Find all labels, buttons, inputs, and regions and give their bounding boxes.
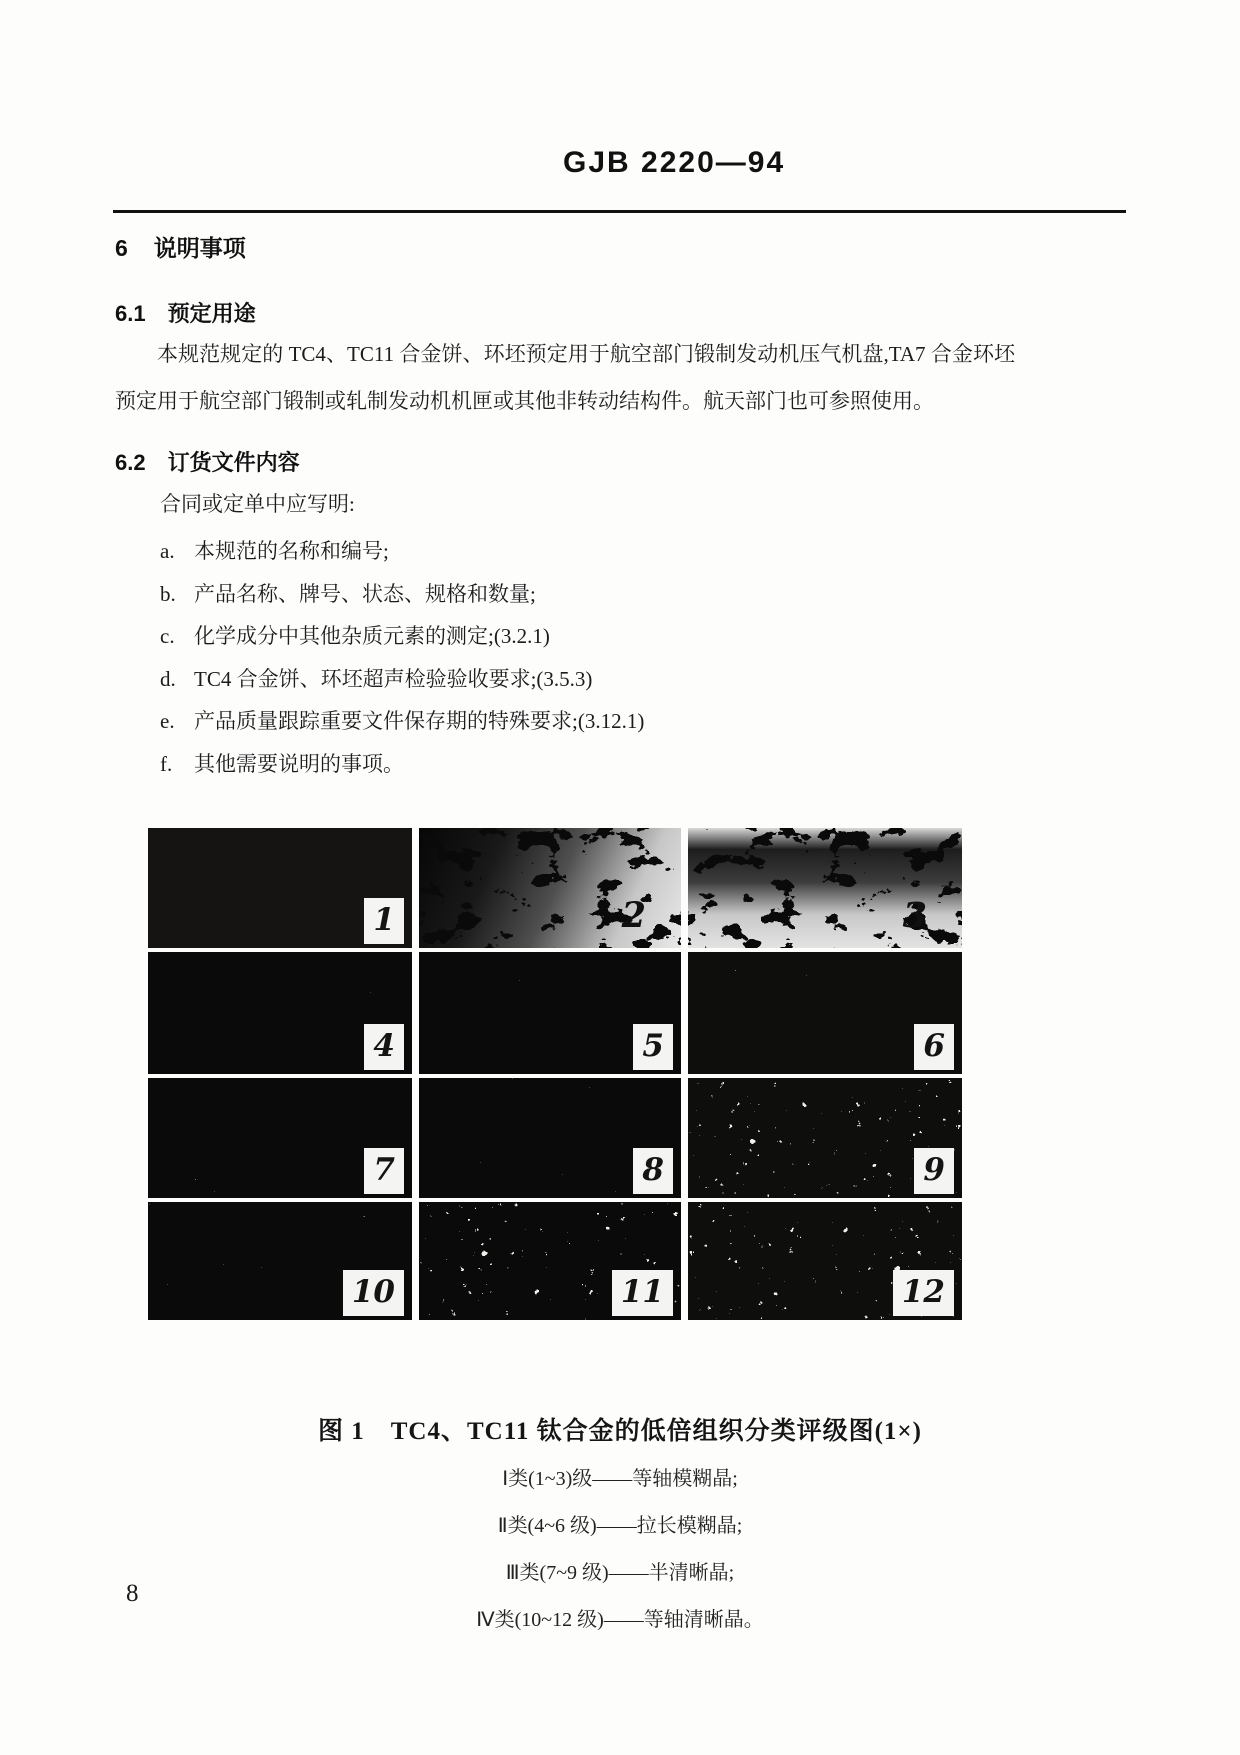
item-label: e. [160, 709, 175, 733]
figure-legend [0, 1456, 1240, 1644]
micrograph-number: 6 [914, 1024, 954, 1070]
section-6-heading [115, 230, 246, 263]
micrograph-number: 5 [633, 1024, 673, 1070]
micrograph-number: 11 [612, 1270, 673, 1316]
micrograph-cell-9 [688, 1078, 962, 1198]
micrograph-number: 3 [902, 895, 927, 936]
item-text: 其他需要说明的事项。 [194, 751, 404, 776]
item-text: TC4 合金饼、环坯超声检验验收要求;(3.5.3) [194, 666, 593, 691]
item-label: f. [160, 751, 173, 776]
page-number: 8 [126, 1580, 139, 1607]
legend-line-4: Ⅳ类(10~12 级)——等轴清晰晶。 [476, 1609, 764, 1631]
section-title: 订货文件内容 [167, 450, 300, 475]
micrograph-cell-10 [148, 1202, 412, 1320]
section-title: 预定用途 [167, 301, 256, 326]
intended-use-paragraph: 本规范规定的 TC4、TC11 合金饼、环坯预定用于航空部门锻制发动机压气机盘,TA7 合金环坯预定用于航空部门锻制或轧制发动机机匣或其他非转动结构件。航天部门也可参照使用。 [115, 342, 1015, 413]
item-label: a. [160, 539, 175, 563]
list-item [160, 615, 920, 658]
micrograph-number: 12 [893, 1270, 954, 1316]
section-6-2-heading [115, 446, 300, 477]
list-item [160, 743, 920, 786]
item-text: 化学成分中其他杂质元素的测定;(3.2.1) [194, 624, 550, 648]
item-text: 产品名称、牌号、状态、规格和数量; [194, 581, 536, 606]
section-number: 6.2 [115, 450, 146, 475]
item-label: d. [160, 666, 176, 691]
section-6-1-heading [115, 297, 256, 328]
micrograph-grid [148, 828, 962, 1320]
micrograph-cell-11 [419, 1202, 681, 1320]
list-item [160, 573, 920, 616]
micrograph-cell-3 [688, 828, 962, 948]
micrograph-number: 1 [364, 898, 404, 944]
micrograph-number: 9 [914, 1148, 954, 1194]
legend-line-3: Ⅲ类(7~9 级)——半清晰晶; [505, 1562, 735, 1584]
list-item [160, 658, 920, 701]
micrograph-cell-1 [148, 828, 412, 948]
micrograph-cell-6 [688, 952, 962, 1074]
micrograph-number: 8 [633, 1148, 673, 1194]
list-item [160, 530, 920, 573]
micrograph-cell-7 [148, 1078, 412, 1198]
header-rule [113, 210, 1126, 213]
item-label: c. [160, 624, 175, 648]
micrograph-cell-12 [688, 1202, 962, 1320]
figure-caption: 图 1 TC4、TC11 钛合金的低倍组织分类评级图(1×) [318, 1418, 922, 1445]
micrograph-number: 7 [364, 1148, 404, 1194]
order-file-intro: 合同或定单中应写明: [160, 492, 355, 516]
micrograph-cell-4 [148, 952, 412, 1074]
section-number: 6 [115, 235, 128, 261]
micrograph-cell-8 [419, 1078, 681, 1198]
micrograph-cell-2 [419, 828, 681, 948]
list-item [160, 700, 920, 743]
micrograph-number: 2 [621, 895, 646, 936]
micrograph-cell-5 [419, 952, 681, 1074]
item-text: 产品质量跟踪重要文件保存期的特殊要求;(3.12.1) [194, 709, 645, 733]
section-title: 说明事项 [153, 235, 246, 261]
standard-number: GJB 2220—94 [563, 146, 786, 179]
order-file-item-list [160, 530, 920, 785]
item-text: 本规范的名称和编号; [194, 539, 389, 563]
micrograph-number: 10 [343, 1270, 404, 1316]
micrograph-number: 4 [364, 1024, 404, 1070]
legend-line-1: Ⅰ类(1~3)级——等轴模糊晶; [502, 1468, 738, 1490]
item-label: b. [160, 581, 176, 606]
section-number: 6.1 [115, 301, 146, 326]
legend-line-2: Ⅱ类(4~6 级)——拉长模糊晶; [497, 1515, 743, 1537]
